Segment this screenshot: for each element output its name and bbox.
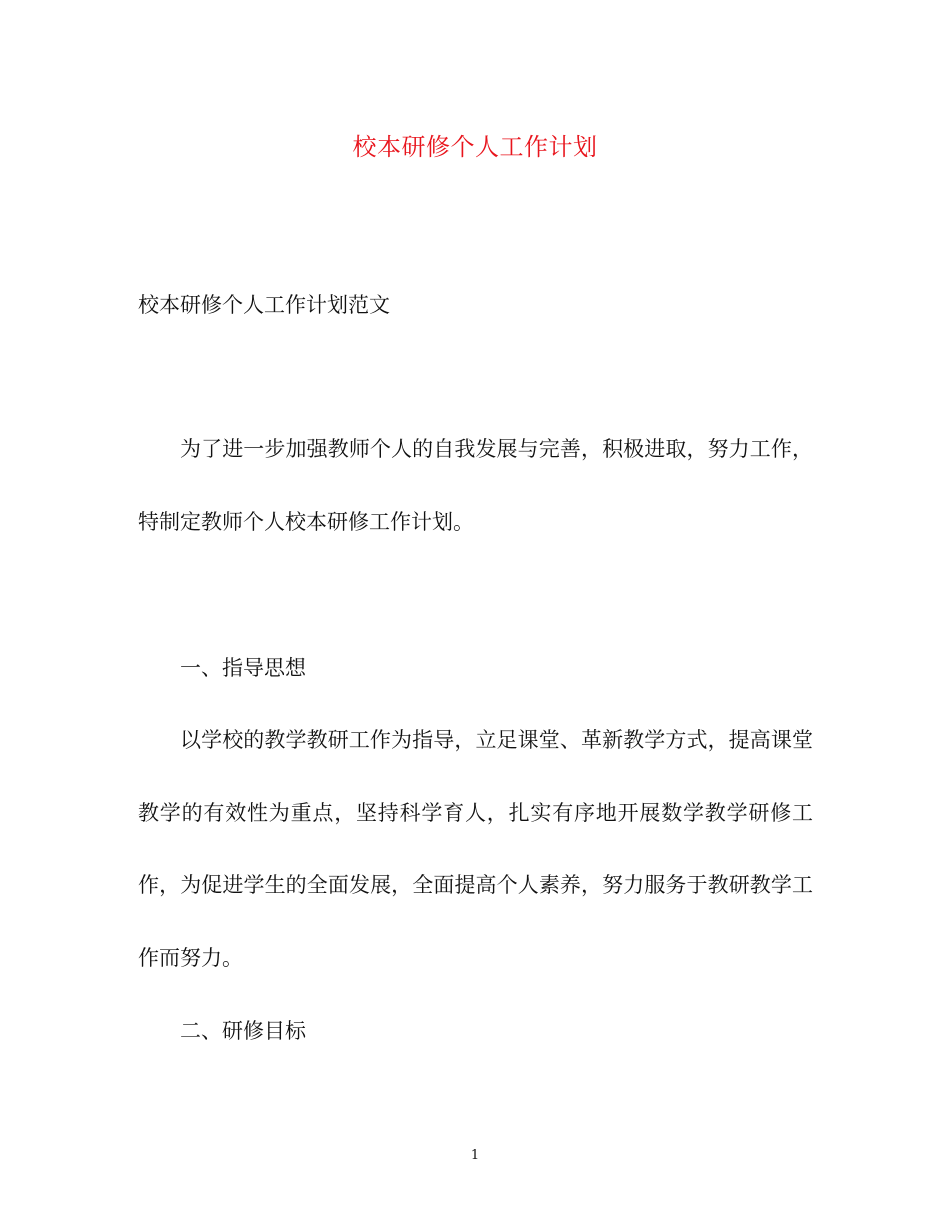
intro-paragraph: 为了进一步加强教师个人的自我发展与完善，积极进取，努力工作，特制定教师个人校本研修工作计划。 [138, 437, 813, 534]
page-number: 1 [470, 1148, 480, 1163]
section-heading-guiding-thought: 一、指导思想 [180, 656, 306, 680]
section-heading-training-goals: 二、研修目标 [180, 1019, 306, 1043]
document-subtitle: 校本研修个人工作计划范文 [138, 293, 390, 317]
document-title: 校本研修个人工作计划 [352, 133, 598, 161]
guiding-thought-paragraph: 以学校的教学教研工作为指导，立足课堂、革新教学方式，提高课堂教学的有效性为重点，坚持科学育人，扎实有序地开展数学教学研修工作，为促进学生的全面发展，全面提高个人素养，努力服务于教研教学工作而努力。 [138, 728, 813, 970]
